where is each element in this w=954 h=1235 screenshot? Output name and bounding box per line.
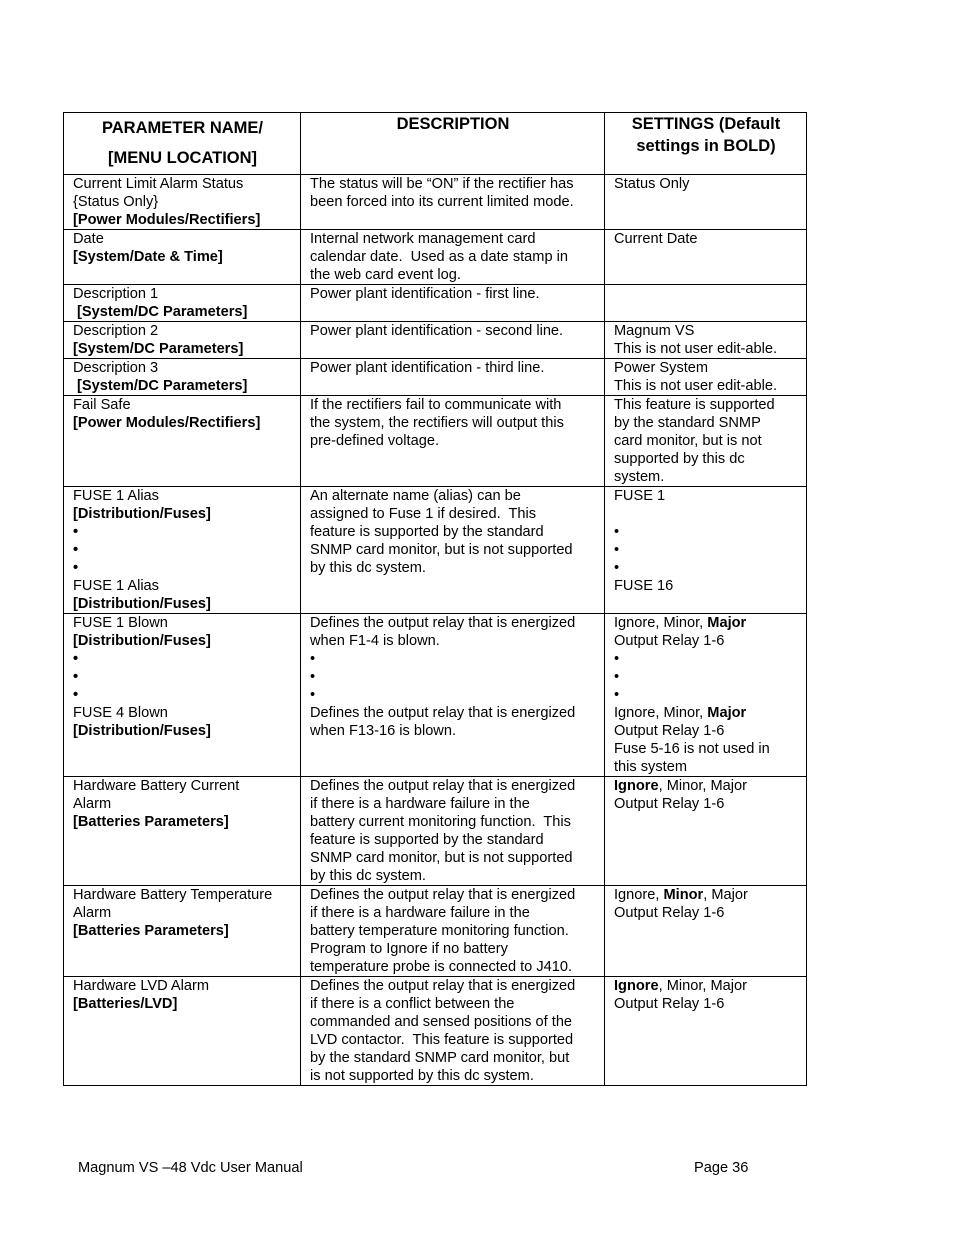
parameter-cell xyxy=(64,359,301,396)
table-row xyxy=(64,322,807,359)
text: LVD contactor. This feature is supported xyxy=(310,1032,574,1048)
settings-cell xyxy=(605,614,807,777)
table-row xyxy=(64,487,807,614)
cell-line xyxy=(73,704,292,722)
text: feature is supported by the standard xyxy=(310,524,544,540)
cell-line xyxy=(614,450,798,468)
text: this system xyxy=(614,759,687,775)
text: If the rectifiers fail to communicate with xyxy=(310,397,562,413)
text: the system, the rectifiers will output this xyxy=(310,415,564,431)
cell-line xyxy=(310,432,596,450)
text: Status Only xyxy=(614,176,690,192)
cell-line xyxy=(310,230,596,248)
text: pre-defined voltage. xyxy=(310,433,439,449)
description-cell xyxy=(301,396,605,487)
cell-line xyxy=(614,758,798,776)
cell-line xyxy=(614,359,798,377)
cell-line xyxy=(73,977,292,995)
text: An alternate name (alias) can be xyxy=(310,488,521,504)
text: Power plant identification - second line. xyxy=(310,323,564,339)
bold-text: Major xyxy=(707,615,747,631)
settings-cell xyxy=(605,487,807,614)
cell-line xyxy=(614,977,798,995)
cell-line xyxy=(310,266,596,284)
cell-line xyxy=(614,505,798,523)
bold-text: [System/DC Parameters] xyxy=(73,378,248,394)
cell-line xyxy=(614,175,798,193)
text: assigned to Fuse 1 if desired. This xyxy=(310,506,537,522)
cell-line xyxy=(310,505,596,523)
cell-line xyxy=(310,831,596,849)
header-text: PARAMETER NAME/ xyxy=(101,119,264,137)
bold-text: [Power Modules/Rectifiers] xyxy=(73,212,261,228)
cell-line xyxy=(310,1031,596,1049)
cell-line xyxy=(310,704,596,722)
text: Hardware Battery Temperature xyxy=(73,887,273,903)
parameter-cell xyxy=(64,777,301,886)
cell-line xyxy=(614,722,798,740)
cell-line xyxy=(310,614,596,632)
cell-line xyxy=(310,523,596,541)
text: Power plant identification - third line. xyxy=(310,360,545,376)
cell-line xyxy=(73,322,292,340)
description-cell xyxy=(301,230,605,285)
parameter-cell xyxy=(64,285,301,322)
cell-line xyxy=(310,359,596,377)
text: the web card event log. xyxy=(310,267,461,283)
cell-line xyxy=(310,977,596,995)
cell-line xyxy=(310,995,596,1013)
cell-line xyxy=(614,577,798,595)
cell-line xyxy=(73,377,292,395)
parameter-cell xyxy=(64,614,301,777)
text: This is not user edit-able. xyxy=(614,378,778,394)
description-cell xyxy=(301,487,605,614)
text: • xyxy=(310,687,316,703)
bold-text: • xyxy=(73,524,79,540)
parameter-table xyxy=(63,112,807,1086)
text: if there is a conflict between the xyxy=(310,996,515,1012)
text: Description 2 xyxy=(73,323,159,339)
text: • xyxy=(614,687,620,703)
cell-line xyxy=(614,777,798,795)
bold-text: Minor xyxy=(663,887,704,903)
cell-line xyxy=(310,396,596,414)
text: by the standard SNMP xyxy=(614,415,761,431)
cell-line xyxy=(310,777,596,795)
bold-text: Ignore xyxy=(614,978,659,994)
text: been forced into its current limited mode. xyxy=(310,194,574,210)
table-row xyxy=(64,396,807,487)
text: Date xyxy=(73,231,104,247)
text: Fail Safe xyxy=(73,397,131,413)
text: FUSE 4 Blown xyxy=(73,705,168,721)
header-text: DESCRIPTION xyxy=(396,115,510,133)
header-parameter-name xyxy=(64,113,301,175)
text: SNMP card monitor, but is not supported xyxy=(310,850,573,866)
header-description xyxy=(301,113,605,175)
parameter-cell xyxy=(64,487,301,614)
cell-line xyxy=(614,396,798,414)
text: Power System xyxy=(614,360,709,376)
text: • xyxy=(310,669,316,685)
cell-line xyxy=(73,632,292,650)
cell-line xyxy=(614,559,798,577)
cell-line xyxy=(73,922,292,940)
table-row xyxy=(64,175,807,230)
bold-text: [Distribution/Fuses] xyxy=(73,596,211,612)
text: This is not user edit-able. xyxy=(614,341,778,357)
cell-line xyxy=(73,795,292,813)
parameter-cell xyxy=(64,886,301,977)
text: The status will be “ON” if the rectifier has xyxy=(310,176,574,192)
cell-line xyxy=(310,668,596,686)
cell-line xyxy=(614,668,798,686)
cell-line xyxy=(73,595,292,613)
cell-line xyxy=(310,541,596,559)
description-cell xyxy=(301,886,605,977)
cell-line xyxy=(614,704,798,722)
text: temperature probe is connected to J410. xyxy=(310,959,573,975)
header-text: SETTINGS (Default xyxy=(631,115,781,133)
parameter-cell xyxy=(64,322,301,359)
cell-line xyxy=(614,614,798,632)
text: calendar date. Used as a date stamp in xyxy=(310,249,568,265)
cell-line xyxy=(310,922,596,940)
bold-text: [System/DC Parameters] xyxy=(73,341,244,357)
cell-line xyxy=(73,414,292,432)
cell-line xyxy=(73,359,292,377)
cell-line xyxy=(73,175,292,193)
text: • xyxy=(310,651,316,667)
cell-line xyxy=(310,1067,596,1085)
cell-line xyxy=(73,813,292,831)
text: FUSE 1 xyxy=(614,488,666,504)
cell-line xyxy=(310,322,596,340)
cell-line xyxy=(73,614,292,632)
text: Output Relay 1-6 xyxy=(614,723,725,739)
cell-line xyxy=(73,650,292,668)
text: Defines the output relay that is energized xyxy=(310,887,576,903)
cell-line xyxy=(73,777,292,795)
text: • xyxy=(614,542,620,558)
text: feature is supported by the standard xyxy=(310,832,544,848)
cell-line xyxy=(73,285,292,303)
cell-line xyxy=(73,340,292,358)
text: by the standard SNMP card monitor, but xyxy=(310,1050,570,1066)
bold-text: • xyxy=(73,669,79,685)
text: Current Limit Alarm Status xyxy=(73,176,244,192)
cell-line xyxy=(73,303,292,321)
bold-text: [Power Modules/Rectifiers] xyxy=(73,415,261,431)
description-cell xyxy=(301,614,605,777)
bold-text: [Distribution/Fuses] xyxy=(73,506,211,522)
bold-text: [Distribution/Fuses] xyxy=(73,633,211,649)
text: Ignore, Minor, xyxy=(614,615,708,631)
cell-line xyxy=(614,541,798,559)
cell-line xyxy=(73,487,292,505)
cell-line xyxy=(310,813,596,831)
cell-line xyxy=(614,468,798,486)
settings-cell xyxy=(605,977,807,1086)
text: when F13-16 is blown. xyxy=(310,723,457,739)
header-text: settings in BOLD) xyxy=(636,137,776,155)
text: Ignore, xyxy=(614,887,664,903)
table-row xyxy=(64,886,807,977)
bold-text: [Distribution/Fuses] xyxy=(73,723,211,739)
cell-line xyxy=(614,523,798,541)
cell-line xyxy=(614,650,798,668)
text: • xyxy=(614,651,620,667)
cell-line xyxy=(614,795,798,813)
settings-cell xyxy=(605,230,807,285)
parameter-cell xyxy=(64,977,301,1086)
cell-line xyxy=(310,248,596,266)
cell-line xyxy=(310,175,596,193)
text: by this dc system. xyxy=(310,560,426,576)
text: FUSE 1 Alias xyxy=(73,578,159,594)
text: Defines the output relay that is energized xyxy=(310,705,576,721)
bold-text: [Batteries Parameters] xyxy=(73,923,229,939)
cell-line xyxy=(73,396,292,414)
bold-text: • xyxy=(73,542,79,558)
cell-line xyxy=(73,559,292,577)
cell-line xyxy=(310,886,596,904)
cell-line xyxy=(614,740,798,758)
cell-line xyxy=(73,995,292,1013)
cell-line xyxy=(614,632,798,650)
cell-line xyxy=(73,541,292,559)
cell-line xyxy=(73,248,292,266)
text: This feature is supported xyxy=(614,397,775,413)
text: system. xyxy=(614,469,665,485)
cell-line xyxy=(310,795,596,813)
text: Output Relay 1-6 xyxy=(614,996,725,1012)
table-row xyxy=(64,359,807,396)
cell-line xyxy=(73,577,292,595)
text: FUSE 16 xyxy=(614,578,674,594)
cell-line xyxy=(614,377,798,395)
cell-line xyxy=(614,340,798,358)
footer-page-number: Page 36 xyxy=(694,1160,749,1176)
cell-line xyxy=(73,668,292,686)
text: FUSE 1 Blown xyxy=(73,615,168,631)
text: Alarm xyxy=(73,905,112,921)
text: Ignore, Minor, xyxy=(614,705,708,721)
settings-cell xyxy=(605,777,807,886)
text: commanded and sensed positions of the xyxy=(310,1014,573,1030)
cell-line xyxy=(310,559,596,577)
text: Description 3 xyxy=(73,360,159,376)
text: Output Relay 1-6 xyxy=(614,633,725,649)
text: Defines the output relay that is energized xyxy=(310,778,576,794)
cell-line xyxy=(73,686,292,704)
cell-line xyxy=(310,650,596,668)
text: Internal network management card xyxy=(310,231,536,247)
text: supported by this dc xyxy=(614,451,745,467)
table-row xyxy=(64,230,807,285)
text: Hardware Battery Current xyxy=(73,778,240,794)
cell-line xyxy=(614,432,798,450)
cell-line xyxy=(614,904,798,922)
text: Current Date xyxy=(614,231,698,247)
text: , Major xyxy=(703,887,748,903)
text: • xyxy=(614,560,620,576)
settings-cell xyxy=(605,285,807,322)
text: • xyxy=(614,669,620,685)
text: • xyxy=(614,524,620,540)
text: battery temperature monitoring function. xyxy=(310,923,569,939)
text: Alarm xyxy=(73,796,112,812)
text: Defines the output relay that is energized xyxy=(310,978,576,994)
text: Hardware LVD Alarm xyxy=(73,978,209,994)
cell-line xyxy=(310,487,596,505)
settings-cell xyxy=(605,359,807,396)
table-row xyxy=(64,977,807,1086)
settings-cell xyxy=(605,396,807,487)
cell-line xyxy=(614,886,798,904)
cell-line xyxy=(310,193,596,211)
bold-text: [System/Date & Time] xyxy=(73,249,223,265)
text: Magnum VS xyxy=(614,323,695,339)
cell-line xyxy=(73,722,292,740)
table-row xyxy=(64,285,807,322)
description-cell xyxy=(301,285,605,322)
cell-line xyxy=(73,505,292,523)
cell-line xyxy=(73,193,292,211)
parameter-cell xyxy=(64,230,301,285)
cell-line xyxy=(310,1013,596,1031)
text: SNMP card monitor, but is not supported xyxy=(310,542,573,558)
cell-line xyxy=(73,886,292,904)
text: if there is a hardware failure in the xyxy=(310,796,530,812)
cell-line xyxy=(614,995,798,1013)
cell-line xyxy=(310,904,596,922)
text: battery current monitoring function. This xyxy=(310,814,571,830)
parameter-cell xyxy=(64,396,301,487)
text: Fuse 5-16 is not used in xyxy=(614,741,770,757)
settings-cell xyxy=(605,886,807,977)
cell-line xyxy=(310,867,596,885)
cell-line xyxy=(73,904,292,922)
description-cell xyxy=(301,322,605,359)
cell-line xyxy=(310,940,596,958)
description-cell xyxy=(301,777,605,886)
cell-line xyxy=(614,322,798,340)
cell-line xyxy=(310,958,596,976)
text: is not supported by this dc system. xyxy=(310,1068,534,1084)
cell-line xyxy=(614,414,798,432)
text: when F1-4 is blown. xyxy=(310,633,440,649)
table-row xyxy=(64,614,807,777)
text: card monitor, but is not xyxy=(614,433,762,449)
text: Program to Ignore if no battery xyxy=(310,941,508,957)
header-settings xyxy=(605,113,807,175)
cell-line xyxy=(73,230,292,248)
bold-text: Ignore xyxy=(614,778,659,794)
cell-line xyxy=(310,686,596,704)
bold-text: • xyxy=(73,651,79,667)
table-row xyxy=(64,777,807,886)
footer-manual-title: Magnum VS –48 Vdc User Manual xyxy=(78,1160,303,1176)
cell-line xyxy=(310,285,596,303)
bold-text: [Batteries Parameters] xyxy=(73,814,229,830)
cell-line xyxy=(310,849,596,867)
cell-line xyxy=(73,211,292,229)
cell-line xyxy=(310,722,596,740)
bold-text: [Batteries/LVD] xyxy=(73,996,178,1012)
cell-line xyxy=(310,414,596,432)
text: , Minor, Major xyxy=(658,978,747,994)
description-cell xyxy=(301,175,605,230)
cell-line xyxy=(73,523,292,541)
text: FUSE 1 Alias xyxy=(73,488,159,504)
table-header-row xyxy=(64,113,807,175)
cell-line xyxy=(614,686,798,704)
header-text: [MENU LOCATION] xyxy=(107,149,258,167)
bold-text: • xyxy=(73,687,79,703)
text: if there is a hardware failure in the xyxy=(310,905,530,921)
bold-text: Major xyxy=(707,705,747,721)
text: Output Relay 1-6 xyxy=(614,796,725,812)
text: , Minor, Major xyxy=(658,778,747,794)
description-cell xyxy=(301,977,605,1086)
cell-line xyxy=(310,632,596,650)
cell-line xyxy=(614,487,798,505)
parameter-cell xyxy=(64,175,301,230)
text: {Status Only} xyxy=(73,194,159,210)
cell-line xyxy=(310,1049,596,1067)
bold-text: [System/DC Parameters] xyxy=(73,304,248,320)
text: Output Relay 1-6 xyxy=(614,905,725,921)
settings-cell xyxy=(605,322,807,359)
text: Description 1 xyxy=(73,286,159,302)
text: Power plant identification - first line. xyxy=(310,286,540,302)
text: by this dc system. xyxy=(310,868,426,884)
bold-text: • xyxy=(73,560,79,576)
description-cell xyxy=(301,359,605,396)
text: Defines the output relay that is energized xyxy=(310,615,576,631)
cell-line xyxy=(614,230,798,248)
settings-cell xyxy=(605,175,807,230)
